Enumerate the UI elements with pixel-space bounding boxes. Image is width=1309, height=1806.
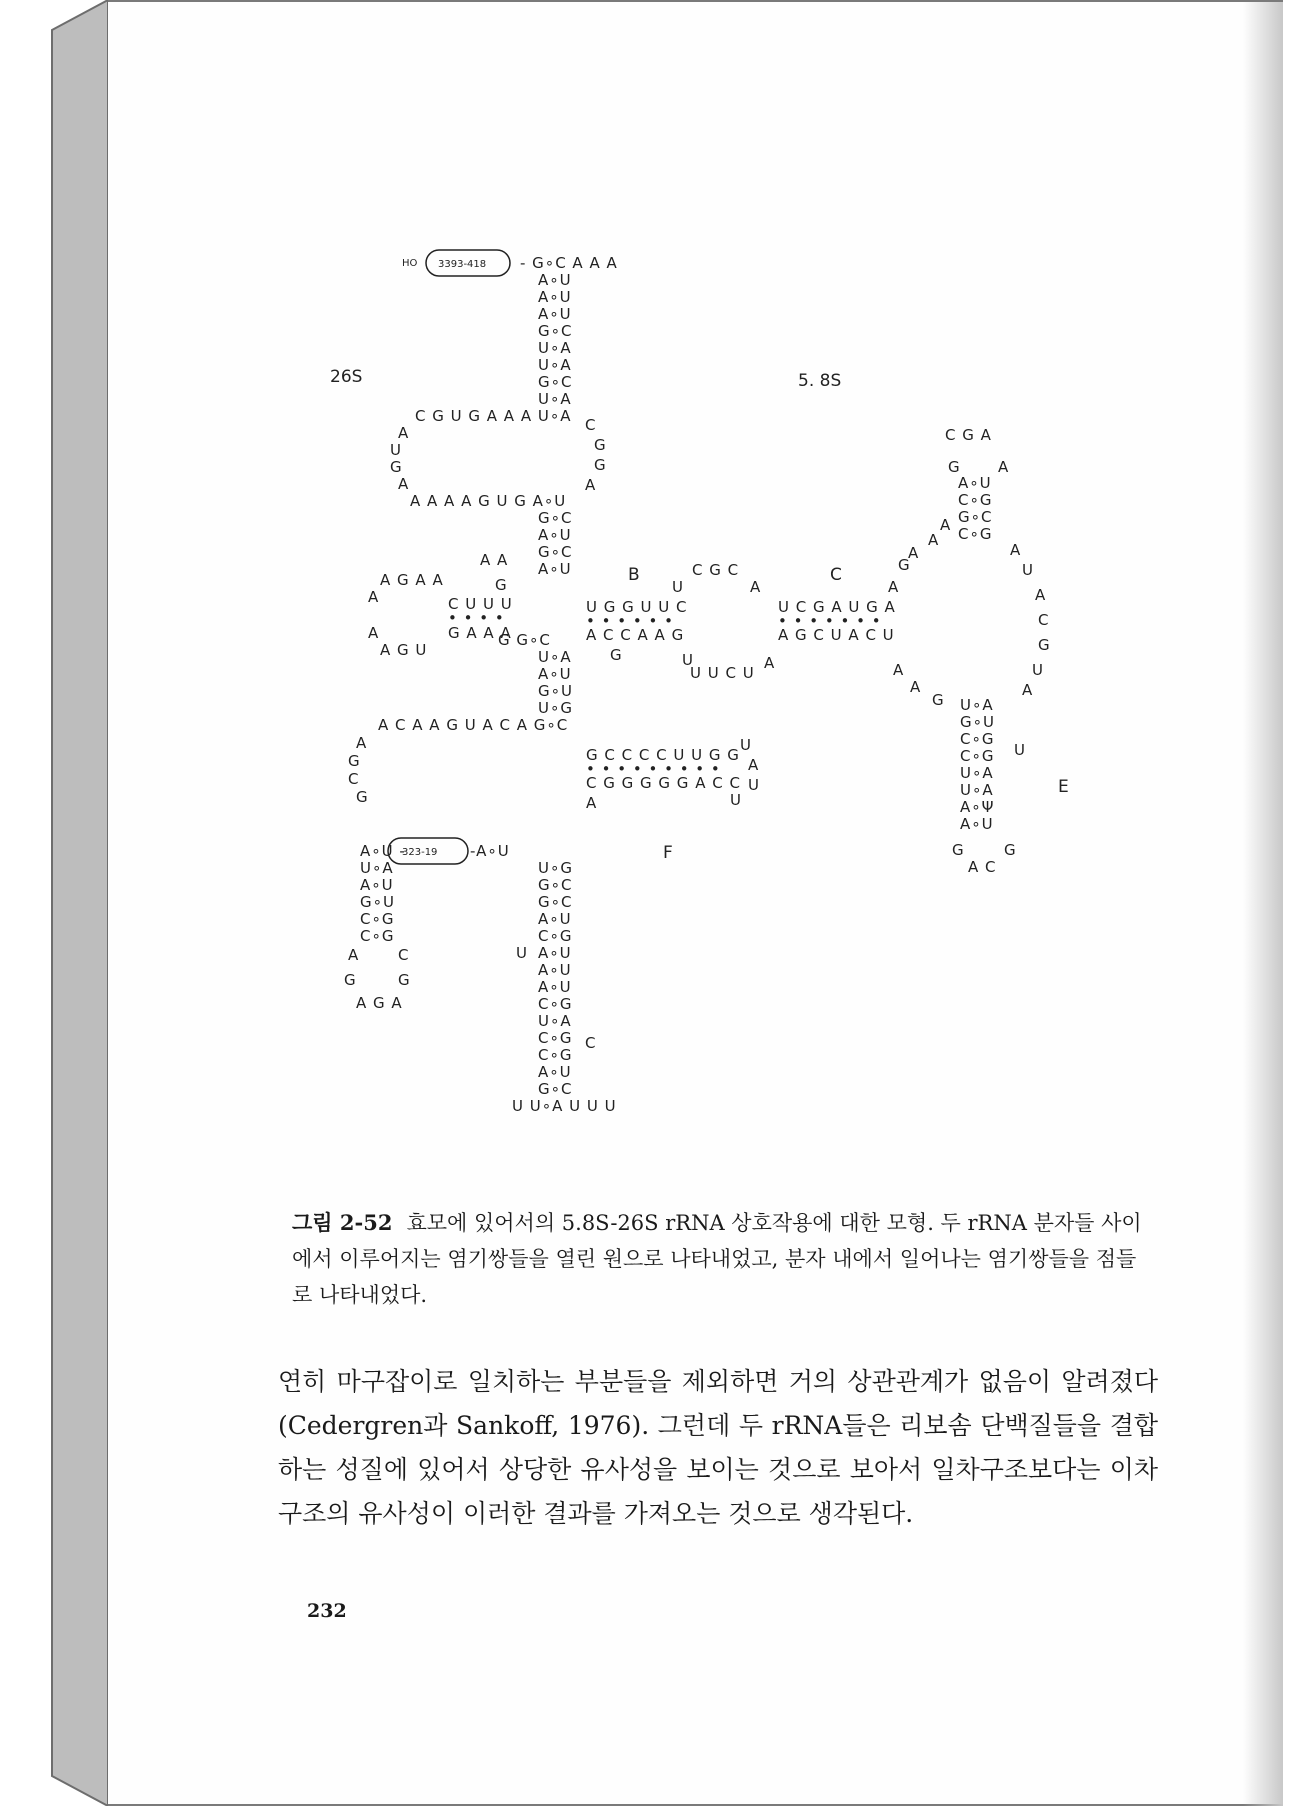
svg-text:G: G [390,458,403,476]
svg-text:G: G [952,841,965,859]
svg-text:A∘U: A∘U [360,876,394,894]
svg-text:A: A [1010,541,1022,559]
svg-text:U U C U: U U C U [690,664,755,682]
svg-text:A∘U: A∘U [538,1063,572,1081]
figure-number: 그림 2-52 [292,1210,393,1235]
svg-text:C: C [348,770,360,788]
svg-text:A: A [998,458,1010,476]
hairpin-right-bottom [932,691,1026,876]
svg-text:A: A [928,531,940,549]
svg-text:A A A A G U G A∘U: A A A A G U G A∘U [410,492,567,510]
svg-text:A: A [748,756,760,774]
label-26s: 26S [330,367,363,387]
svg-text:A∘U: A∘U [538,665,572,683]
loop-top-left [390,407,607,510]
svg-text:G: G [356,788,369,806]
svg-text:A∘U: A∘U [538,910,572,928]
stem-middle [480,509,573,578]
svg-text:A: A [368,624,380,642]
svg-text:C G G G G G A C C: C G G G G G A C C [586,774,741,792]
svg-text:G: G [594,436,607,454]
svg-text:U∘A: U∘A [960,696,994,714]
svg-text:A∘U: A∘U [538,961,572,979]
helix-b [586,561,775,682]
svg-text:U∘G: U∘G [538,699,573,717]
hairpin-right-top [908,426,1051,699]
svg-text:C G A: C G A [945,426,992,444]
svg-text:A∘U: A∘U [538,288,572,306]
svg-text:G: G [932,691,945,709]
svg-text:C G U G A A A U∘A: C G U G A A A U∘A [415,407,572,425]
svg-text:G∘C: G∘C [538,373,573,391]
stem-top [520,254,618,408]
label-e: E [1058,777,1069,797]
svg-text:A∘U: A∘U [538,305,572,323]
svg-text:C∘G: C∘G [360,927,395,945]
svg-text:C∘G: C∘G [958,491,993,509]
svg-text:G: G [1038,636,1051,654]
svg-text:U∘A: U∘A [960,781,994,799]
svg-text:A: A [356,734,368,752]
label-58s: 5. 8S [798,371,842,391]
svg-text:A∘U -: A∘U - [360,842,406,860]
svg-text:A A: A A [480,551,509,569]
svg-text:A∘Ψ: A∘Ψ [960,798,995,816]
svg-text:A∘U: A∘U [958,474,992,492]
svg-text:U∘A: U∘A [360,859,394,877]
svg-text:G: G [594,456,607,474]
svg-text:C∘G: C∘G [538,927,573,945]
svg-text:U: U [1022,561,1034,579]
svg-text:A∘U: A∘U [538,271,572,289]
svg-text:A∘U: A∘U [538,978,572,996]
svg-text:• • • • • • • • •: • • • • • • • • • [586,760,721,778]
svg-text:U: U [740,736,752,754]
svg-text:U∘A: U∘A [538,1012,572,1030]
label-b: B [628,565,640,585]
svg-text:G∘C: G∘C [538,322,573,340]
svg-text:A C C A A G: A C C A A G [586,626,685,644]
svg-text:G A A A: G A A A [448,624,512,642]
svg-text:G: G [610,646,623,664]
svg-text:• • • • • •: • • • • • • [586,612,674,630]
svg-text:U C G A U G A: U C G A U G A [778,598,896,616]
svg-text:A C A A G U A C A G∘C: A C A A G U A C A G∘C [378,716,569,734]
svg-text:A: A [750,578,762,596]
svg-text:A: A [1022,681,1034,699]
svg-text:G∘C: G∘C [538,876,573,894]
svg-text:G: G [898,556,911,574]
svg-text:• • • •: • • • • [448,609,505,627]
svg-text:A∘U: A∘U [538,560,572,578]
svg-text:C: C [1038,611,1050,629]
loop-left [368,571,551,659]
svg-text:A: A [888,578,900,596]
svg-text:- G∘C A A A: - G∘C A A A [520,254,618,272]
svg-text:G G∘C: G G∘C [498,631,551,649]
svg-text:A G A A: A G A A [380,571,444,589]
figure-caption [292,1205,1152,1313]
svg-text:A: A [368,588,380,606]
svg-text:G: G [495,576,508,594]
svg-text:C∘G: C∘G [538,1046,573,1064]
svg-text:U: U [730,791,742,809]
svg-text:G∘C: G∘C [538,1080,573,1098]
svg-text:G∘C: G∘C [958,508,993,526]
box-bottom-label: 323-19 [402,847,438,858]
svg-text:-A∘U: -A∘U [470,842,510,860]
svg-text:U∘A: U∘A [960,764,994,782]
svg-text:G: G [348,752,361,770]
svg-text:A: A [586,794,598,812]
helix-f [586,736,760,812]
svg-text:U: U [748,776,760,794]
svg-text:U G G U U C: U G G U U C [586,598,688,616]
svg-text:C∘G: C∘G [360,910,395,928]
svg-text:C: C [585,1034,597,1052]
svg-text:U∘A: U∘A [538,356,572,374]
page-edge-shadow [1243,2,1283,1806]
svg-text:C: C [398,946,410,964]
box-top-label: 3393-418 [438,259,487,270]
svg-text:A G C U A C U: A G C U A C U [778,626,895,644]
svg-text:G: G [398,971,411,989]
svg-text:U∘A: U∘A [538,390,572,408]
svg-text:A: A [1035,586,1047,604]
svg-text:U: U [1032,661,1044,679]
svg-text:G: G [1004,841,1017,859]
svg-text:U∘G: U∘G [538,859,573,877]
book-spine [0,0,110,1806]
svg-text:G∘C: G∘C [538,893,573,911]
rrna-structure-figure [280,240,1140,1160]
svg-text:U: U [672,578,684,596]
svg-text:C∘G: C∘G [538,1029,573,1047]
svg-text:U: U [1014,741,1026,759]
svg-text:U U∘A U U U: U U∘A U U U [512,1097,617,1115]
svg-text:G∘C: G∘C [538,509,573,527]
svg-text:A C: A C [968,858,997,876]
svg-text:A: A [348,946,360,964]
svg-text:A∘U: A∘U [538,944,572,962]
body-paragraph: 연히 마구잡이로 일치하는 부분들을 제외하면 거의 상관관계가 없음이 알려졌다(Cedergren과 Sankoff, 1976). 그런데 두 rRNA들은 리보솜 단백질들을 결합하는 성질에 있어서 상당한 유사성을 보이는 것으로 보아서 일차구조보다는 이차구조의 유사성이 이러한 결과를 가져오는 것으로 생각된다. [278,1367,1158,1528]
svg-text:C∘G: C∘G [538,995,573,1013]
caption-text: 효모에 있어서의 5.8S-26S rRNA 상호작용에 대한 모형. 두 rRNA 분자들 사이에서 이루어지는 염기쌍들을 열린 원으로 나타내었고, 분자 내에서 일어나는 염기쌍들을 점들로 나타내었다. [292,1211,1142,1307]
svg-text:A: A [585,476,597,494]
svg-text:C∘G: C∘G [960,747,995,765]
page-number: 232 [307,1600,347,1622]
svg-text:G C C C C U U G G: G C C C C U U G G [586,746,740,764]
svg-text:U: U [516,944,528,962]
label-c: C [830,565,842,585]
svg-text:A: A [910,678,922,696]
svg-text:A∘U: A∘U [538,526,572,544]
stem-lower [348,648,573,806]
svg-text:U∘A: U∘A [538,648,572,666]
svg-text:A: A [764,654,776,672]
svg-text:A: A [893,661,905,679]
svg-text:G∘U: G∘U [538,682,573,700]
svg-text:A G A: A G A [356,994,403,1012]
svg-text:• • • • • • •: • • • • • • • [778,612,882,630]
svg-text:A: A [398,475,410,493]
svg-text:C∘G: C∘G [958,525,993,543]
svg-text:C: C [585,416,597,434]
svg-text:C U U U: C U U U [448,595,513,613]
svg-text:C G C: C G C [692,561,740,579]
svg-text:G∘U: G∘U [360,893,395,911]
label-f: F [663,843,673,863]
svg-text:G: G [948,458,961,476]
svg-text:A∘U: A∘U [960,815,994,833]
svg-text:A: A [398,424,410,442]
svg-text:G∘C: G∘C [538,543,573,561]
svg-text:U: U [390,441,402,459]
svg-text:A: A [940,516,952,534]
svg-text:U∘A: U∘A [538,339,572,357]
svg-text:G∘U: G∘U [960,713,995,731]
svg-text:C∘G: C∘G [960,730,995,748]
stem-bottom [344,838,617,1115]
ho-prefix: HO [402,258,418,269]
svg-text:G: G [344,971,357,989]
svg-text:U: U [682,651,694,669]
svg-text:A G U: A G U [380,641,428,659]
svg-text:A: A [908,544,920,562]
helix-c [778,556,921,696]
